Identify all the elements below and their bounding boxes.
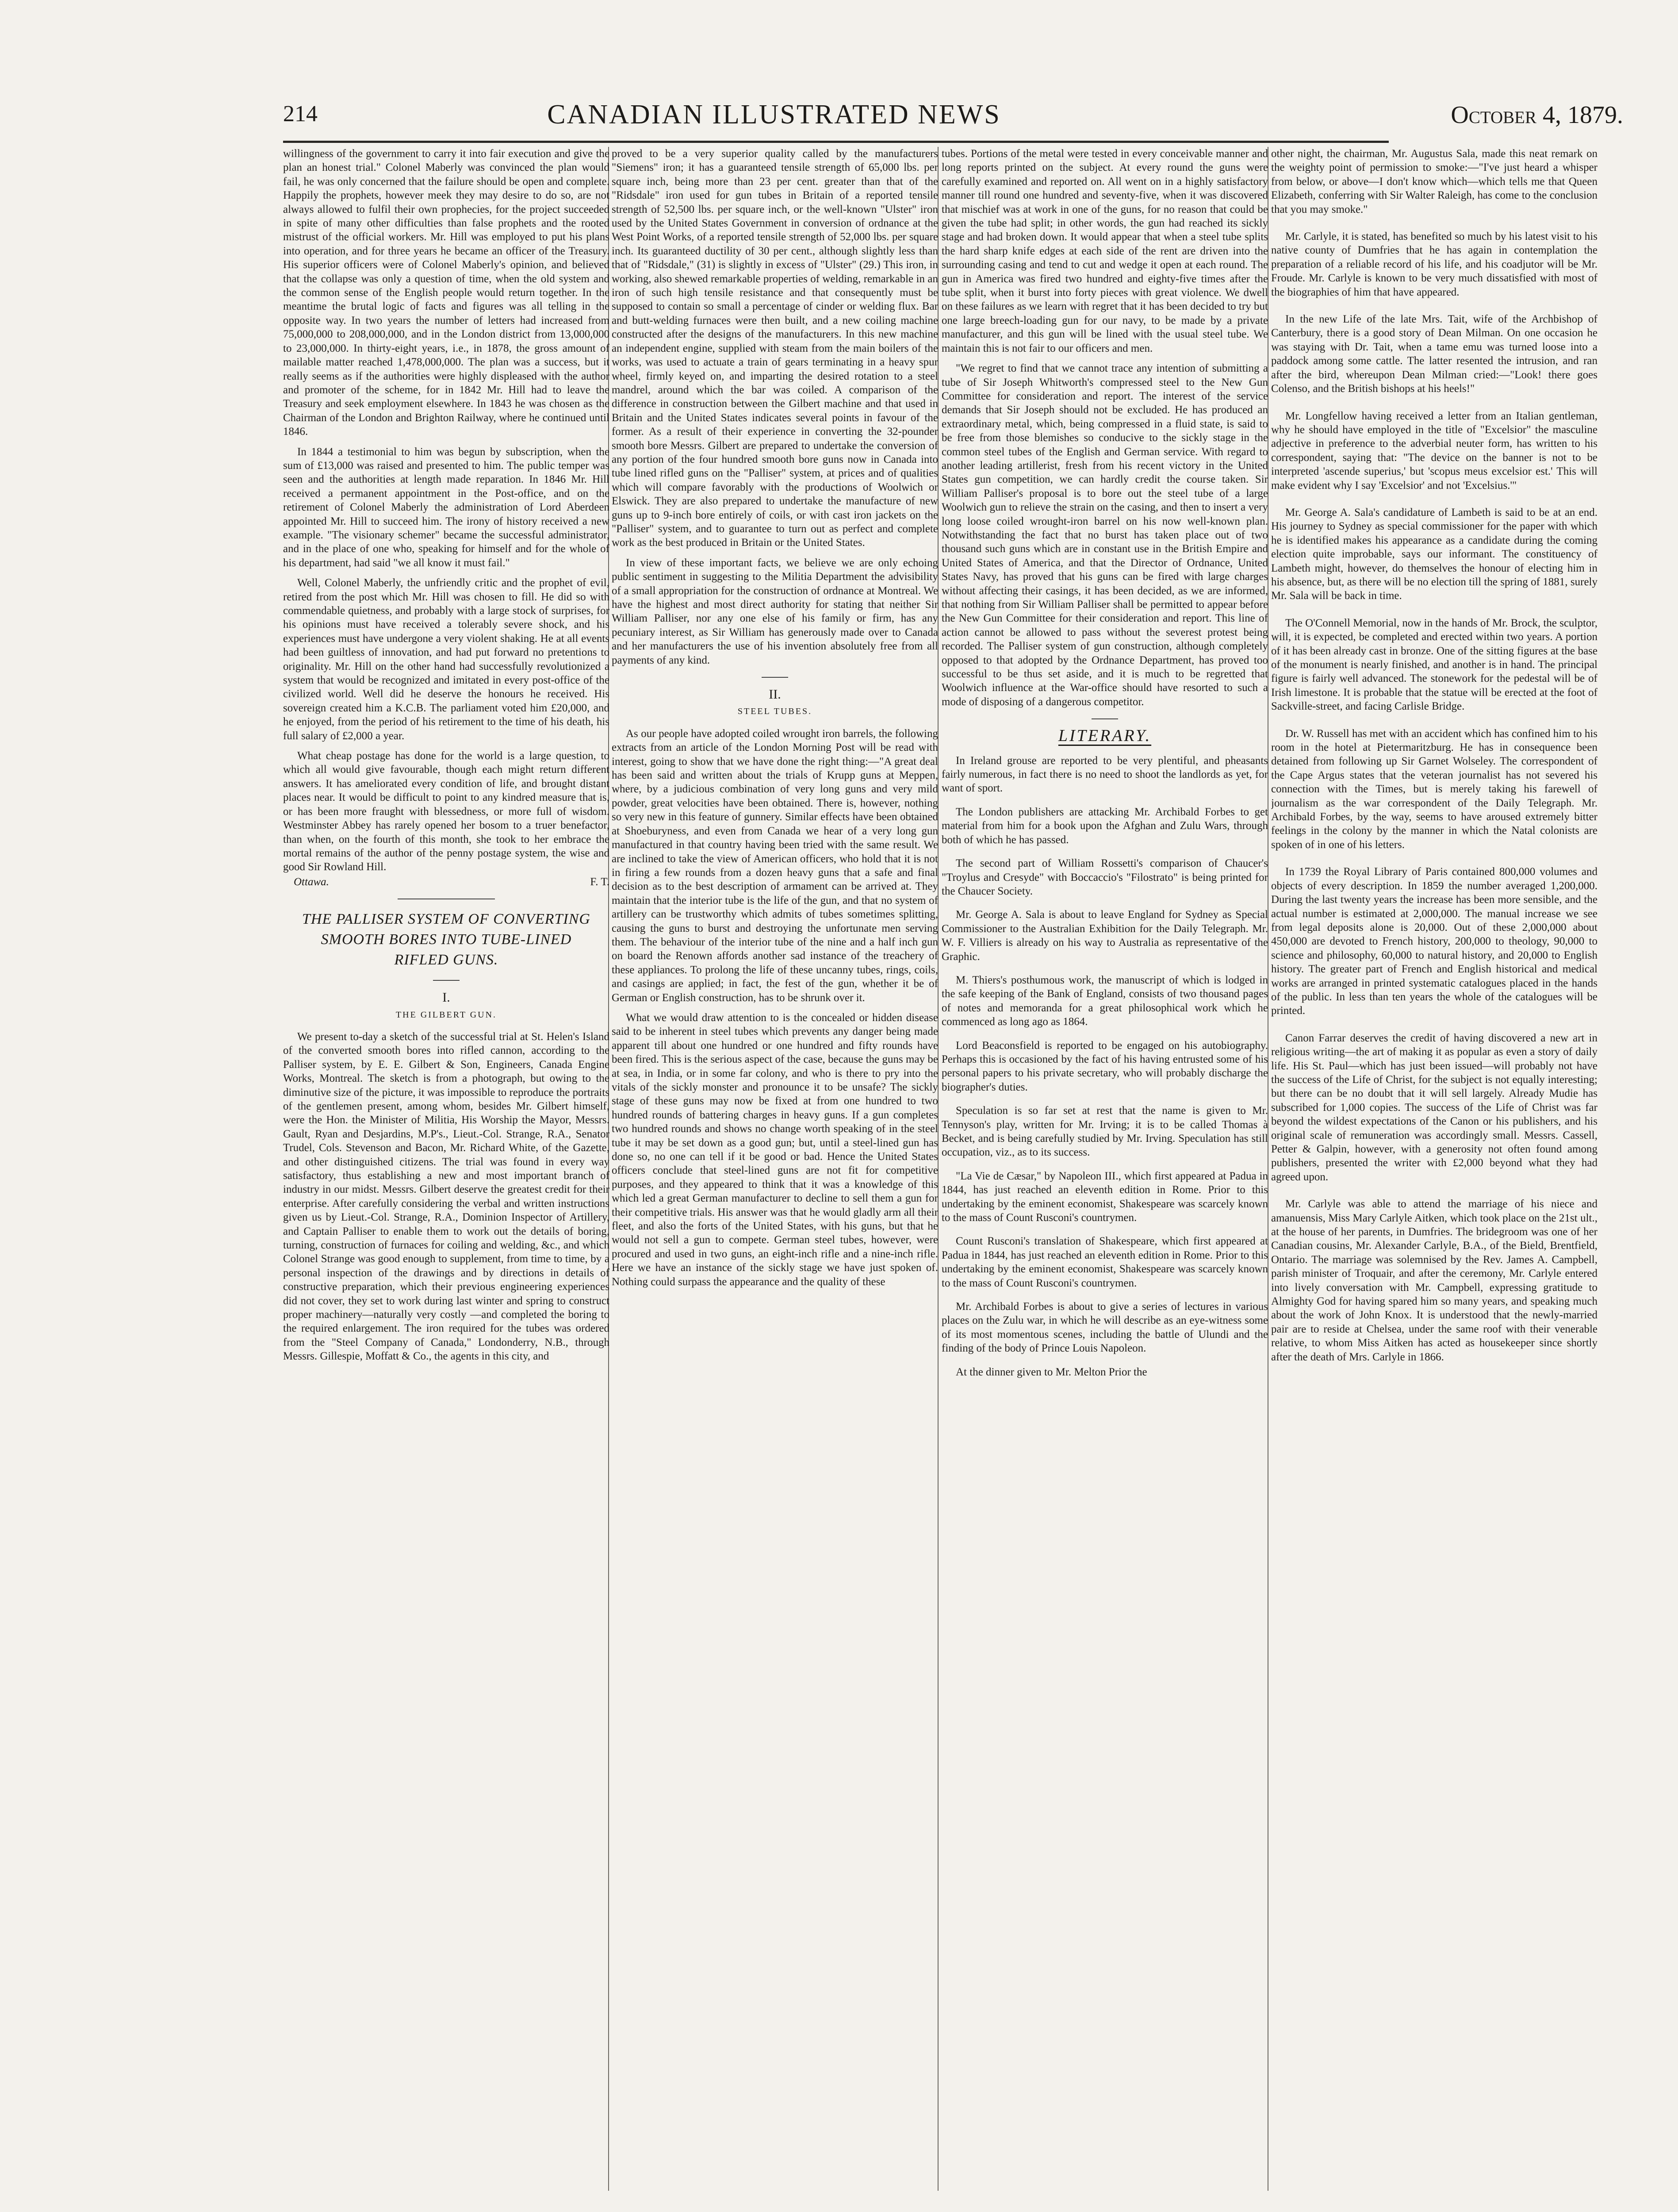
section-numeral: II. xyxy=(769,687,781,702)
column-4 xyxy=(1271,147,1598,2200)
paragraph: Mr. Carlyle, it is stated, has benefited so much by his latest visit to his native county of Dumfries that he has again in contemplation the preparation of a reliable record of his life, and his coadjutor will be Mr. Froude. Mr. Carlyle is known to be very much dissatisfied with most of the biographies of him that have appeared. xyxy=(1271,230,1598,298)
paragraph: proved to be a very superior quality called by the manufacturers "Siemens" iron; it has a guaranteed tensile strength of 65,000 lbs. per square inch, being more than 23 per cent. greater than that of the "Ridsdale" iron used for gun tubes in Britain of a reported tensile strength of 52,500 lbs. per square inch, or the well-known "Ulster" iron used by the United States Government in conversion of ordnance at the West Point Works, of a reported tensile strength of 52,000 lbs. per square inch. Its guaranteed ductility of 30 per cent., although slightly less than that of "Ridsdale," (31) is slightly in excess of "Ulster" (29.) This iron, in working, also shewed remarkable properties of welding, remarkable in an iron of such high tensile resistance and that consequently must be supposed to contain so small a percentage of cinder or welding flux. Bar and butt-welding furnaces were then built, and a new coiling machine constructed after the designs of the manufacturers. In this new machine an independent engine, supplied with steam from the main boilers of the works, was used to actuate a train of gears terminating in a heavy spur wheel, firmly keyed on, and imparting the desired rotation to a steel mandrel, around which the bar was coiled. A comparison of the difference in construction between the Gilbert machine and that used in Britain and the United States indicates several points in favour of the former. As a result of their experience in converting the 32-pounder smooth bore Messrs. Gilbert are prepared to undertake the conversion of any portion of the four hundred smooth bore guns now in Canada into tube lined rifled guns on the "Palliser" system, at prices and of qualities which will compare favorably with the productions of Woolwich or Elswick. They are also prepared to undertake the manufacture of new guns up to 9-inch bore entirely of coils, or with cast iron jackets on the "Palliser" system, and to guarantee to turn out as perfect and complete work as the best produced in Britain or the United States. xyxy=(612,148,938,549)
masthead-rule xyxy=(283,141,1389,143)
paragraph: The O'Connell Memorial, now in the hands of Mr. Brock, the sculptor, will, it is expected, be completed and erected within two years. A portion of it has been already cast in bronze. One of the sitting figures at the base of the monument is nearly finished, and another is in hand. The principal figure is fairly well advanced. The stonework for the pedestal will be of Irish limestone. It is probable that the statue will be erected at the foot of Sackville-street, and facing Carlisle Bridge. xyxy=(1271,617,1598,713)
issue-date: October 4, 1879. xyxy=(1451,101,1623,129)
article-headline: THE PALLISER SYSTEM OF CONVERTING SMOOTH BORES INTO TUBE-LINED RIFLED GUNS. xyxy=(302,911,590,968)
literary-item: Mr. Archibald Forbes is about to give a series of lectures in various places on the Zulu war, in which he will describe as an eye-witness some of its most momentous scenes, including the battle of Ulundi and the finding of the body of Prince Louis Napoleon. xyxy=(942,1301,1268,1355)
section-rule xyxy=(1092,718,1118,719)
paragraph: other night, the chairman, Mr. Augustus Sala, made this neat remark on the weighty point of permission to smoke:—"I've just heard a whisper from below, or above—I don't know which—which tells me that Queen Elizabeth, conferring with Sir Walter Raleigh, has come to the conclusion that you may smoke." xyxy=(1271,148,1598,215)
literary-item: The London publishers are attacking Mr. Archibald Forbes to get material from him for a book upon the Afghan and Zulu Wars, through both of which he has passed. xyxy=(942,806,1268,846)
paragraph: willingness of the government to carry it into fair execution and give the plan an honest trial." Colonel Maberly was convinced the plan would fail, he was only concerned that the failure should be open and complete. Happily the prophets, however meek they may desire to do so, are not always allowed to fulfil their own prophecies, for the project succeeded in spite of many other difficulties than false prophets and the rooted mistrust of the official workers. Mr. Hill was employed to put his plans into operation, and for three years he became an officer of the Treasury. His superior officers were of Colonel Maberly's opinion, and believed that the collapse was only a question of time, when the old system and the common sense of the English people would return together. In the meantime the brutal logic of facts and figures was all telling in the opposite way. In two years the number of letters had increased from 75,000,000 to 208,000,000, and in the London district from 13,000,000 to 23,000,000. In thirty-eight years, i.e., in 1878, the gross amount of mailable matter reached 1,478,000,000. The plan was a success, but it really seems as if the authorities were highly displeased with the author and promoter of the scheme, for in 1842 Mr. Hill had to leave the Treasury and seek employment elsewhere. In 1843 he was chosen as the Chairman of the London and Brighton Railway, where he continued until 1846. xyxy=(283,148,609,438)
paragraph: tubes. Portions of the metal were tested in every conceivable manner and long reports printed on the subject. At every round the guns were carefully examined and reported on. All went on in a highly satisfactory manner till round one hundred and seventy-five, when it was discovered that mischief was at work in one of the guns, for no reason that could be given the tube had split; in other words, the gun had reached its sickly stage and had broken down. It would appear that when a steel tube splits the hard sharp knife edges at each side of the rent are driven into the surrounding casing and tend to cut and wedge it open at each round. The gun in America was fired two hundred and eighty-five times after the tube split, when it burst into forty pieces with great violence. We dwell on these failures as we learn with regret that it has been decided to try but one large breech-loading gun for our navy, to be made by a private manufacturer, and this gun will be lined with the usual steel tube. We maintain this is not fair to our officers and men. xyxy=(942,148,1268,354)
literary-heading: LITERARY. xyxy=(1058,726,1152,745)
signoff xyxy=(294,875,609,889)
paper-name: CANADIAN ILLUSTRATED NEWS xyxy=(547,100,1001,130)
section-rule xyxy=(762,677,788,678)
literary-item: Mr. George A. Sala is about to leave England for Sydney as Special Commissioner to the Australian Exhibition for the Daily Telegraph. Mr. W. F. Villiers is already on his way to Australia as representative of the Graphic. xyxy=(942,909,1268,963)
paragraph: In 1739 the Royal Library of Paris contained 800,000 volumes and objects of every description. In 1859 the number averaged 1,200,000. During the last twenty years the increase has been more sensible, and the actual number is estimated at 2,000,000. The manual increase we see from legal deposits alone is 20,000. Out of these 2,000,000 about 450,000 are devoted to French history, 200,000 to theology, 90,000 to science and philosophy, 60,000 to natural history, and 20,000 to English history. The greater part of French and English historical and medical works are arranged in printed systematic catalogues placed in the hands of the public. In less than ten years the whole of the catalogues will be printed. xyxy=(1271,866,1598,1017)
paragraph: As our people have adopted coiled wrought iron barrels, the following extracts from an article of the London Morning Post will be read with interest, going to show that we have done the right thing:—"A great deal has been said and written about the trials of Krupp guns at Meppen, where, by a judicious combination of very long guns and very mild powder, great velocities have been obtained. There is, however, nothing so very new in this feature of gunnery. Similar effects have been obtained at Shoeburyness, and even from Canada we hear of a very long gun manufactured in that country having been tried with the same result. We are inclined to take the view of American officers, who hold that it is not in firing a few rounds from a dozen heavy guns that a safe and final decision as to the best description of armament can be arrived at. They maintain that the interior tube is the life of the gun, and that no system of artillery can be trustworthy which admits of tubes sometimes splitting, causing the guns to burst and destroying the unfortunate men serving them. The behaviour of the interior tube of the nine and a half inch gun on board the Renown affords another sad instance of the treachery of these appliances. To prolong the life of these uncanny tubes, rings, coils, and casings are applied; in fact, the fest of the gun, whether it be of German or English construction, has to be shrunk over it. xyxy=(612,727,938,1004)
signoff-initials: F. T. xyxy=(590,876,609,888)
column-2 xyxy=(612,147,938,2200)
literary-item: M. Thiers's posthumous work, the manuscript of which is lodged in the safe keeping of the Bank of England, consists of two thousand pages of notes and memoranda for a great philosophical work which he commenced as long ago as 1864. xyxy=(942,974,1268,1028)
paragraph: What cheap postage has done for the world is a large question, to which all would give favourable, though each might return different answers. It has ameliorated every condition of life, and brought distant places near. It would be difficult to point to any kindred measure that is, or has been more fraught with blessedness, or more full of wisdom. Westminster Abbey has rarely opened her bosom to a truer benefactor, than when, on the fourth of this month, she took to her embrace the mortal remains of the author of the penny postage system, the wise and good Sir Rowland Hill. xyxy=(283,750,609,873)
column-1 xyxy=(283,147,609,2200)
section-subtitle: STEEL TUBES. xyxy=(737,707,812,717)
paragraph: Well, Colonel Maberly, the unfriendly critic and the prophet of evil, retired from the post which Mr. Hill was chosen to fill. He did so with commendable quietness, and probably with a large stock of surprises, for his opinions must have received a tolerably severe shock, and his experiences must have undergone a very violent shaking. He at all events had been guiltless of innovation, and had put forward no pretentions to originality. Mr. Hill on the other hand had successfully revolutionized a system that would be recognized and imitated in every post-office of the civilized world. Well did he deserve the honours he received. His sovereign created him a K.C.B. The parliament voted him £20,000, and he enjoyed, from the period of his retirement to the time of his death, his full salary of £2,000 a year. xyxy=(283,577,609,742)
column-3 xyxy=(942,147,1268,2200)
paragraph: "We regret to find that we cannot trace any intention of submitting a tube of Sir Joseph Whitworth's compressed steel to the New Gun Committee for consideration and report. The interest of the service demands that Sir Joseph should not be excluded. He has produced an extraordinary metal, which, being compressed in a fluid state, is said to be free from those blemishes so conducive to the sickly stage in the common steel tubes of the English and German service. With regard to another leading artillerist, fresh from his recent victory in the United States gun competition, we can hardly credit the course taken. Sir William Palliser's proposal is to bore out the steel tube of a large Woolwich gun to relieve the strain on the casing, and then to insert a very long loose coiled wrought-iron barrel on his now well-known plan. Notwithstanding the fact that no burst has taken place out of two thousand such guns which are in constant use in the British Empire and United States of America, and that the Director of Ordnance, United States Navy, has proved that his guns can be fired with large charges without affecting their casings, it has been decided, as we are informed, that nothing from Sir William Palliser shall be permitted to appear before the New Gun Committee for their consideration and report. This line of action cannot be allowed to pass without the severest protest being recorded. The Palliser system of gun construction, although completely opposed to that adopted by the Ordnance Department, has proved too successful to be thus set aside, and it is much to be regretted that Woolwich influence at the War-office should have resorted to such a mode of disposing of a dangerous competitor. xyxy=(942,362,1268,708)
paragraph: In the new Life of the late Mrs. Tait, wife of the Archbishop of Canterbury, there is a good story of Dean Milman. On one occasion he was staying with Dr. Tait, when a tame emu was turned loose into a paddock among some cattle. The latter resented the intrusion, and ran after the bird, whereupon Dean Milman cried:—"Look! there goes Colenso, and the British bishops at his heels!" xyxy=(1271,313,1598,395)
paragraph: In 1844 a testimonial to him was begun by subscription, when the sum of £13,000 was raised and presented to him. The public temper was seen and the authorities at length made reparation. In 1846 Mr. Hill received a permanent appointment in the Post-office, and on the retirement of Colonel Maberly the administration of Lord Aberdeen appointed Mr. Hill to succeed him. The irony of history received a new example. "The visionary schemer" became the successful administrator, and in the place of one who, speaking for himself and for the whole of his department, had said "we all know it must fail." xyxy=(283,445,609,569)
literary-item: The second part of William Rossetti's comparison of Chaucer's "Troylus and Cresyde" with Boccaccio's "Filostrato" is being printed for the Chaucer Society. xyxy=(942,857,1268,897)
literary-item: In Ireland grouse are reported to be very plentiful, and pheasants fairly numerous, in fact there is no need to shoot the landlords as yet, for want of sport. xyxy=(942,754,1268,795)
literary-item: At the dinner given to Mr. Melton Prior the xyxy=(956,1366,1147,1378)
literary-item: Speculation is so far set at rest that the name is given to Mr. Tennyson's play, written for Mr. Irving; it is to be called Thomas à Becket, and is being carefully studied by Mr. Irving. Speculation has still occupation, viz., as to its success. xyxy=(942,1105,1268,1159)
signoff-place: Ottawa. xyxy=(294,876,329,888)
paragraph: Dr. W. Russell has met with an accident which has confined him to his room in the hotel at Pietermaritzburg. He has in consequence been detained from following up Sir Garnet Wolseley. The correspondent of the Cape Argus states that the veteran journalist has not severed his connection with the Times, but is merely taking his farewell of journalism as the war correspondent of the Daily Telegraph. Mr. Archibald Forbes, by the way, seems to have aroused extremely bitter feelings in the colony by the manner in which the Natal colonists are spoken of in one of his letters. xyxy=(1271,727,1598,851)
page-number: 214 xyxy=(283,101,318,127)
paragraph: Mr. Carlyle was able to attend the marriage of his niece and amanuensis, Miss Mary Carlyle Aitken, which took place on the 21st ult., at the house of her parents, in Dumfries. The bridegroom was one of her Canadian cousins, Mr. Alexander Carlyle, B.A., of the Bield, Brentfield, Ontario. The marriage was solemnised by the Rev. James A. Campbell, parish minister of Troquair, and after the ceremony, Mr. Carlyle entered into lively conversation with Mr. Campbell, expressing gratitude to Almighty God for having spared him so many years, and speaking much about the work of John Knox. It is understood that the newly-married pair are to reside at Chelsea, under the same roof with their venerable relative, to whom Miss Aitken has acted as housekeeper since shortly after the death of Mrs. Carlyle in 1866. xyxy=(1271,1198,1598,1363)
paragraph: Mr. George A. Sala's candidature of Lambeth is said to be at an end. His journey to Sydney as special commissioner for the paper with which he is identified makes his appearance as a candidate during the coming election quite improbable, says our informant. The constituency of Lambeth might, however, do themselves the honour of electing him in his absence, but, as there will be no election till the spring of 1881, surely Mr. Sala will be back in time. xyxy=(1271,506,1598,602)
literary-item: Lord Beaconsfield is reported to be engaged on his autobiography. Perhaps this is occasioned by the fact of his having entrusted some of his personal papers to his private secretary, who will probably discharge the biographer's duties. xyxy=(942,1039,1268,1093)
paragraph: Mr. Longfellow having received a letter from an Italian gentleman, why he should have employed in the title of "Excelsior" the masculine adjective in preference to the adverbial neuter form, has written to his correspondent, saying that: "The device on the banner is not to be interpreted 'ascende superius,' but 'scopus meus excelsior est.' This will make evident why I say 'Excelsior' and not 'Excelsius.'" xyxy=(1271,410,1598,492)
masthead xyxy=(283,100,1623,141)
literary-item: "La Vie de Cæsar," by Napoleon III., which first appeared at Padua in 1844, has just reached an eleventh edition in Rome. Prior to this undertaking by the eminent economist, Shakespeare was scarcely known to the mass of Count Rusconi's countrymen. xyxy=(942,1170,1268,1224)
paragraph: What we would draw attention to is the concealed or hidden disease said to be inherent in steel tubes which prevents any danger being made apparent till about one hundred or one hundred and fifty rounds have been fired. This is the serious aspect of the case, because the guns may be at sea, in India, or in some far colony, and who is there to pry into the vitals of the sickly monster and pronounce it to be unsafe? The sickly stage of these guns may now be fixed at from one hundred to two hundred rounds of battering charges in heavy guns. If a gun completes two hundred rounds and shows no change worth speaking of in the steel tube it may be set down as a good gun; but, until a steel-lined gun has done so, no one can tell if it be good or bad. Hence the United States officers conclude that steel-lined guns are not fit for competitive purposes, and they appeared to think that it was a knowledge of this which led a great German manufacturer to decline to sell them a gun for their competitive trials. His answer was that he would gladly arm all their fleet, and also the forts of the United States, with his guns, but that he would not sell a gun to compete. German steel tubes, however, were procured and used in two guns, an eight-inch rifle and a nine-inch rifle. Here we have an instance of the sickly stage we have just spoken of. Nothing could surpass the appearance and the quality of these xyxy=(612,1011,938,1288)
section-subtitle: THE GILBERT GUN. xyxy=(395,1010,497,1020)
paragraph: We present to-day a sketch of the successful trial at St. Helen's Island of the converted smooth bores into rifled cannon, according to the Palliser system, by E. E. Gilbert & Son, Engineers, Canada Engine Works, Montreal. The sketch is from a photograph, but owing to the diminutive size of the picture, it was impossible to reproduce the portraits of the gentlemen present, among whom, besides Mr. Gilbert himself, were the Hon. the Minister of Militia, His Worship the Mayor, Messrs. Gault, Ryan and Desjardins, M.P's., Lieut.-Col. Strange, R.A., Senator Trudel, Cols. Stevenson and Bacon, Mr. Richard White, of the Gazette, and other distinguished citizens. The trial was found in every way satisfactory, thus establishing a new and most important branch of industry in our midst. Messrs. Gilbert deserve the greatest credit for their enterprise. After carefully considering the verbal and written instructions given us by Lieut.-Col. Strange, R.A., Dominion Inspector of Artillery, and Captain Palliser to enable them to work out the details of boring, turning, construction of furnaces for coiling and welding, &c., and which Colonel Strange was good enough to supplement, from time to time, by a personal inspection of the drawings and by directions in details of constructive preparation, which their previous engineering experiences did not cover, they set to work during last winter and spring to construct proper machinery—naturally very costly —and completed the boring to the required enlargement. The iron required for the tubes was ordered from the "Steel Company of Canada," Londonderry, N.B., through Messrs. Gillespie, Moffatt & Co., the agents in this city, and xyxy=(283,1030,609,1363)
section-numeral: I. xyxy=(442,990,450,1005)
paragraph: In view of these important facts, we believe we are only echoing public sentiment in suggesting to the Militia Department the advisibility of a small appropriation for the construction of ordnance at Montreal. We have the highest and most direct authority for stating that neither Sir William Palliser, nor any one else of his family or firm, has any pecuniary interest, as Sir William has generously made over to Canada and her manufacturers the use of his invention absolutely free from all payments of any kind. xyxy=(612,557,938,666)
section-rule xyxy=(433,980,460,981)
paragraph: Canon Farrar deserves the credit of having discovered a new art in religious writing—the art of making it as popular as even a story of daily life. His St. Paul—which has just been issued—will probably not have the success of the Life of Christ, for the subject is not equally interesting; but there can be no doubt that it will sell largely. Already Mudie has subscribed for 1,000 copies. The success of the Life of Christ was far beyond the wildest expectations of the Canon or his publishers, and his original scale of remuneration was accordingly small. Messrs. Cassell, Petter & Galpin, however, with a generosity not often found among publishers, presented the writer with £2,000 beyond what they had agreed upon. xyxy=(1271,1032,1598,1183)
literary-item: Count Rusconi's translation of Shakespeare, which first appeared at Padua in 1844, has just reached an eleventh edition in Rome. Prior to this undertaking by the eminent economist, Shakespeare was scarcely known to the mass of Count Rusconi's countrymen. xyxy=(942,1235,1268,1289)
